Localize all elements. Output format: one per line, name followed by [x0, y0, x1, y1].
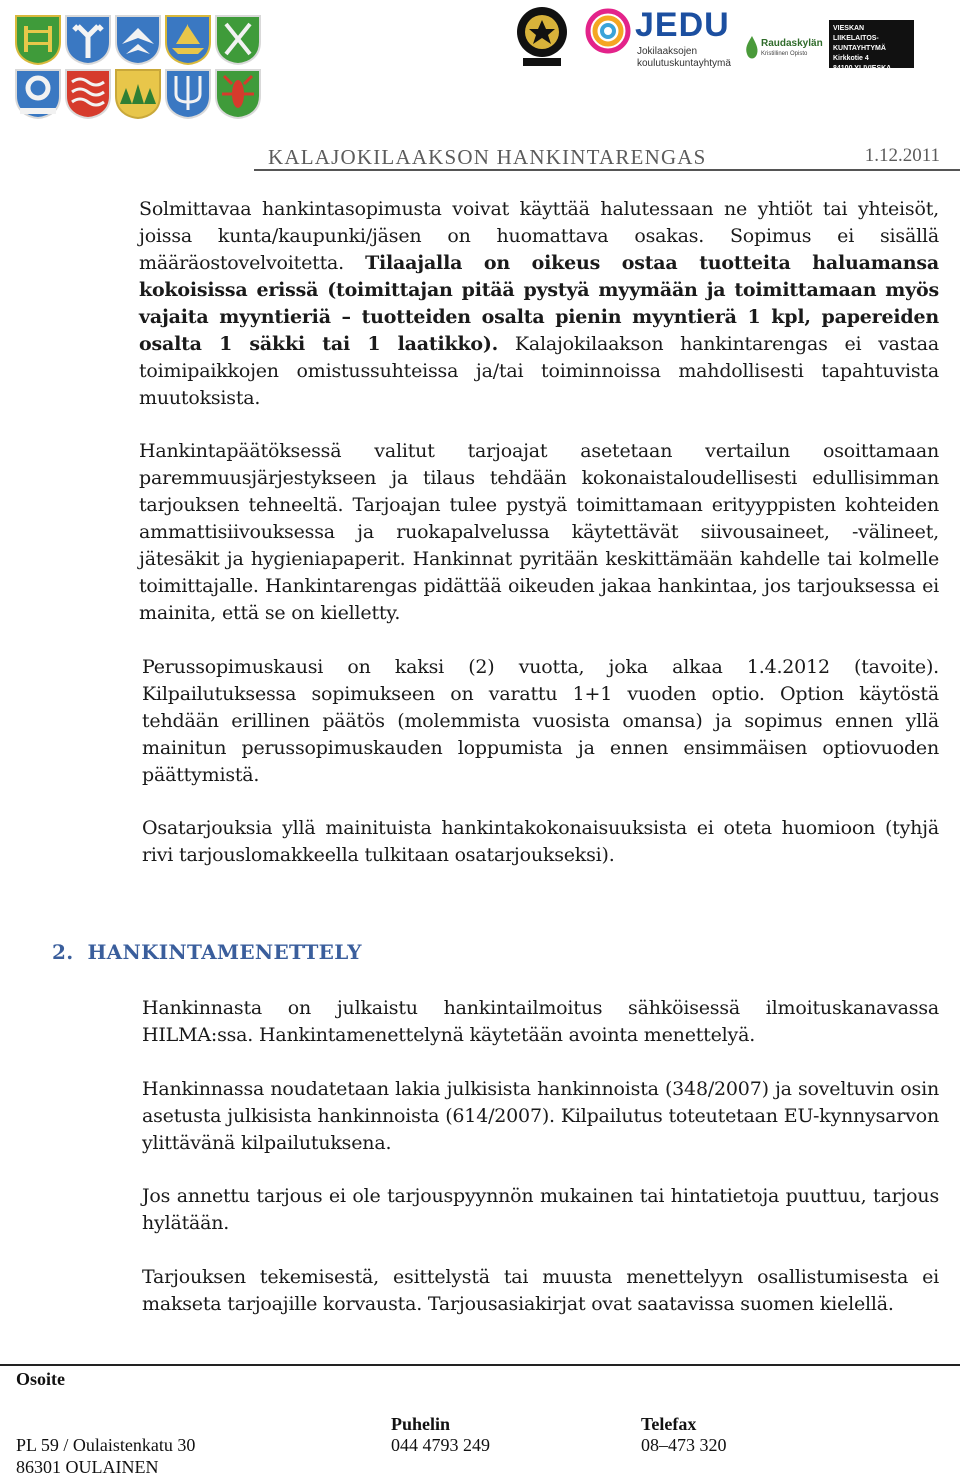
- header-divider: [254, 169, 960, 171]
- footer-address-line-1: PL 59 / Oulaistenkatu 30: [16, 1435, 196, 1455]
- vieskan-line-2: KUNTAYHTYMÄ: [833, 45, 886, 52]
- paragraph-rejection: Jos annettu tarjous ei ole tarjouspyynnön mukainen tai hintatietoja puuttuu, tarjous hylätään.: [142, 1185, 939, 1234]
- raudaskyla-subtitle: Kristillinen Opisto: [761, 51, 808, 57]
- lobster-crest-icon: [214, 68, 262, 120]
- fire-crest-icon: [64, 68, 112, 120]
- rescue-service-badge-icon: [515, 2, 569, 68]
- footer-address-label: Osoite: [16, 1369, 65, 1389]
- fence-crest-icon: [14, 14, 62, 66]
- paragraph-supplier-ranking: Hankintapäätöksessä valitut tarjoajat asetetaan vertailun osoittamaan paremmuusjärjestykseen ja tilaus tehdään kokonaistaloudellisesti edullisimman tarjouksen tehneeltä. Tarjoajan tulee pystyä toimittamaan erityyppisten kohteiden ammattisiivouksessa ja ruokapalvelussa käytettävät siivousaineet, -välineet, jätesäkit ja hygieniapaperit. Hankinnat pyritään keskittämään kahdelle tai kolmelle toimittajalle. Hankintarengas pidättää oikeuden jakaa hankintaa, jos tarjouksessa ei mainita, että se on kielletty.: [139, 440, 939, 624]
- tree-crest-icon: [64, 14, 112, 66]
- jedu-logo: [585, 8, 745, 72]
- page-footer: [0, 1366, 960, 1475]
- ship-crest-icon: [164, 14, 212, 66]
- jedu-subtitle-2: koulutuskuntayhtymä: [637, 58, 731, 69]
- section-number: 2.: [52, 940, 74, 964]
- paragraph-agreement-terms: [139, 196, 939, 412]
- paragraph-agreement-terms-part-c: Kalajokilaakson hankintarengas ei vastaa toimipaikkojen omistussuhteissa ja/tai toiminnoissa mahdollisesti tapahtuvista muutoksista.: [139, 333, 940, 409]
- ring-crest-icon: [14, 68, 62, 120]
- vieskan-line-3: Kirkkotie 4: [833, 55, 869, 62]
- footer-phone-label: Puhelin: [391, 1414, 451, 1434]
- vieskan-line-4: 84100 YLIVIESKA: [833, 65, 892, 72]
- raudaskyla-flame-icon: [745, 36, 759, 60]
- paragraph-agreement-terms-part-a: Solmittavaa hankintasopimusta voivat käyttää halutessaan ne yhtiöt tai yhteisöt, joissa kunta/kaupunki/jäsen on huomattava osakas. Sopimus ei sisällä määräostovelvoitetta.: [139, 198, 939, 274]
- tools-crest-icon: [214, 14, 262, 66]
- section-heading-procedure: [52, 940, 362, 964]
- paragraph-legislation: Hankinnassa noudatetaan lakia julkisista hankinnoista (348/2007) ja soveltuvin osin asetusta julkisista hankinnoista (614/2007). Kilpailutus toteutetaan EU-kynnysarvon ylittävänä kilpailutuksena.: [142, 1078, 939, 1154]
- vieskan-line-1: VIESKAN LIIKELAITOS-: [833, 25, 879, 42]
- section-title: HANKINTAMENETTELY: [87, 940, 362, 964]
- eel-crest-icon: [164, 68, 212, 120]
- paragraph-partial-bids: Osatarjouksia yllä mainituista hankintakokonaisuuksista ei oteta huomioon (tyhjä rivi tarjouslomakkeella tulkitaan osatarjoukseksi).: [142, 817, 939, 866]
- raudaskyla-logo: [745, 34, 825, 66]
- jedu-swirl-icon: [585, 8, 631, 54]
- raudaskyla-name: Raudaskylän: [761, 38, 823, 49]
- footer-fax: 08–473 320: [641, 1435, 727, 1455]
- footer-phone: 044 4793 249: [391, 1435, 490, 1455]
- jedu-subtitle-1: Jokilaaksojen: [637, 46, 698, 57]
- birds-crest-icon: [114, 14, 162, 66]
- footer-fax-label: Telefax: [641, 1414, 697, 1434]
- jedu-name: JEDU: [635, 6, 730, 44]
- forest-crest-icon: [114, 68, 162, 120]
- vieskan-liikelaitos-logo: [829, 20, 914, 72]
- footer-address-line-2: 86301 OULAINEN: [16, 1457, 159, 1477]
- page-header: [0, 0, 960, 175]
- paragraph-hilma-notice: Hankinnasta on julkaistu hankintailmoitus sähköisessä ilmoituskanavassa HILMA:ssa. Hankintamenettelynä käytetään avointa menettelyä.: [142, 997, 939, 1046]
- page-header-date: 1.12.2011: [864, 145, 940, 166]
- paragraph-contract-period: Perussopimuskausi on kaksi (2) vuotta, joka alkaa 1.4.2012 (tavoite). Kilpailutuksessa sopimukseen on varattu 1+1 vuoden optio. Option käytöstä tehdään erillinen päätös (molemmista vuosista omansa) ja sopimus ennen yllä mainitun perussopimuskauden loppumista ja ennen ensimmäisen optiovuoden päättymistä.: [142, 656, 939, 786]
- paragraph-no-compensation: Tarjouksen tekemisestä, esittelystä tai muusta menettelyyn osallistumisesta ei makseta tarjoajille korvausta. Tarjousasiakirjat ovat saatavissa suomen kielellä.: [142, 1266, 939, 1315]
- paragraph-agreement-terms-bold: Tilaajalla on oikeus ostaa tuotteita haluamansa kokoisissa erissä (toimittajan pitää pystyä myymään ja toimittamaan myös vajaita myyntieriä – tuotteiden osalta pienin myyntierä 1 kpl, papereiden osalta 1 säkki tai 1 laatikko).: [139, 252, 939, 355]
- page-header-title: KALAJOKILAAKSON HANKINTARENGAS: [268, 145, 707, 169]
